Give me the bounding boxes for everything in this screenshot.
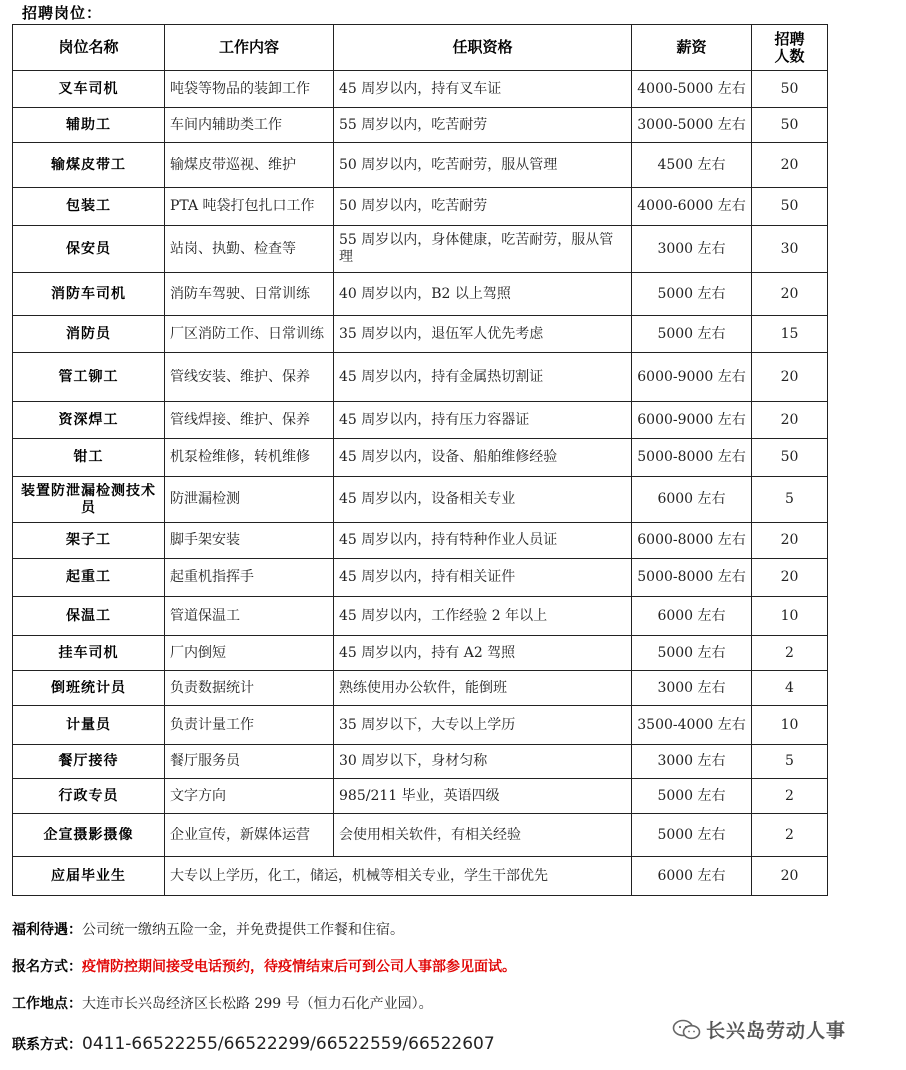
- cell-salary: [632, 353, 752, 402]
- cell-requirement: [334, 745, 632, 779]
- cell-position-text: 挂车司机: [58, 644, 119, 661]
- cell-content-text: 输煤皮带巡视、维护: [170, 156, 296, 173]
- cell-requirement: [334, 706, 632, 745]
- cell-salary: [632, 745, 752, 779]
- cell-content-text: 机泵检维修，转机维修: [170, 449, 310, 465]
- cell-content-text: 负责计量工作: [170, 716, 254, 733]
- cell-count: [752, 226, 828, 273]
- cell-count-text: 4: [785, 679, 794, 696]
- cell-position: [13, 439, 165, 477]
- cell-salary-text: 4000-5000 左右: [637, 80, 746, 97]
- cell-position: [13, 706, 165, 745]
- cell-salary: [632, 143, 752, 188]
- cell-position-text: 钳工: [73, 449, 104, 465]
- cell-salary-text: 6000-9000 左右: [637, 368, 746, 385]
- header-salary: 薪资: [632, 25, 752, 71]
- cell-salary-text: 5000 左右: [657, 285, 726, 302]
- cell-count: [752, 779, 828, 814]
- cell-content: [165, 597, 334, 636]
- table-row: [13, 108, 828, 143]
- cell-requirement-text: 55 周岁以内，吃苦耐劳: [339, 116, 488, 133]
- cell-salary: [632, 814, 752, 857]
- cell-content-text: 餐厅服务员: [170, 753, 240, 769]
- cell-position: [13, 597, 165, 636]
- cell-content: [165, 745, 334, 779]
- cell-position: [13, 636, 165, 671]
- cell-salary-text: 6000-8000 左右: [637, 532, 746, 548]
- cell-position-text: 企宣摄影摄像: [43, 826, 134, 843]
- table-row: [13, 226, 828, 273]
- table-row: [13, 597, 828, 636]
- cell-count: [752, 477, 828, 523]
- cell-requirement: [334, 188, 632, 226]
- cell-position: [13, 402, 165, 439]
- cell-count: [752, 402, 828, 439]
- cell-content-text: 厂区消防工作、日常训练: [170, 325, 324, 342]
- cell-content: [165, 143, 334, 188]
- cell-count-text: 5: [785, 753, 794, 769]
- cell-position-text: 输煤皮带工: [51, 156, 126, 173]
- cell-count: [752, 523, 828, 559]
- cell-count: [752, 706, 828, 745]
- cell-salary: [632, 857, 752, 896]
- cell-content-text: 消防车驾驶、日常训练: [170, 285, 310, 302]
- cell-content-text: 防泄漏检测: [170, 491, 240, 507]
- table-row: [13, 402, 828, 439]
- cell-position-text: 计量员: [66, 716, 111, 733]
- cell-position: [13, 814, 165, 857]
- cell-content: [165, 523, 334, 559]
- cell-salary-text: 6000 左右: [657, 867, 726, 884]
- cell-requirement: [334, 402, 632, 439]
- cell-count: [752, 108, 828, 143]
- cell-salary: [632, 273, 752, 316]
- benefits-value: 公司统一缴纳五险一金，并免费提供工作餐和住宿。: [82, 922, 404, 938]
- cell-count: [752, 273, 828, 316]
- cell-content: [165, 779, 334, 814]
- cell-count-text: 5: [785, 491, 794, 507]
- table-row: [13, 814, 828, 857]
- cell-requirement-text: 30 周岁以下，身材匀称: [339, 753, 488, 769]
- cell-count-text: 10: [780, 716, 799, 733]
- cell-content-text: 车间内辅助类工作: [170, 116, 282, 133]
- cell-requirement-text: 40 周岁以内，B2 以上驾照: [339, 285, 511, 302]
- cell-content-text: 文字方向: [170, 787, 226, 804]
- cell-position-text: 应届毕业生: [51, 867, 126, 884]
- cell-position-text: 包装工: [66, 198, 111, 214]
- table-row: [13, 188, 828, 226]
- cell-position: [13, 857, 165, 896]
- table-row: [13, 671, 828, 706]
- contact-value: 0411-66522255/66522299/66522559/66522607: [82, 1034, 495, 1054]
- table-row: [13, 779, 828, 814]
- header-requirement: 任职资格: [334, 25, 632, 71]
- cell-count: [752, 353, 828, 402]
- cell-requirement-text: 45 周岁以内，持有压力容器证: [339, 411, 530, 428]
- cell-position-text: 倒班统计员: [51, 679, 126, 696]
- cell-count: [752, 814, 828, 857]
- cell-position-text: 起重工: [66, 569, 111, 585]
- cell-requirement: [334, 477, 632, 523]
- cell-requirement-text: 45 周岁以内，工作经验 2 年以上: [339, 607, 548, 624]
- cell-salary: [632, 779, 752, 814]
- cell-content: [165, 439, 334, 477]
- cell-salary: [632, 439, 752, 477]
- contact-line: [12, 1034, 495, 1054]
- cell-position-text: 叉车司机: [58, 80, 119, 97]
- cell-salary: [632, 188, 752, 226]
- cell-position-text: 保安员: [66, 240, 111, 257]
- cell-content: [165, 477, 334, 523]
- benefits-label: 福利待遇：: [12, 922, 82, 938]
- cell-count-text: 2: [785, 644, 794, 661]
- cell-position-text: 辅助工: [66, 116, 111, 133]
- signup-value: 疫情防控期间接受电话预约，待疫情结束后可到公司人事部参见面试。: [82, 959, 516, 975]
- cell-salary: [632, 636, 752, 671]
- cell-salary: [632, 226, 752, 273]
- cell-salary-text: 3000-5000 左右: [637, 116, 746, 133]
- cell-count-text: 20: [780, 532, 799, 548]
- cell-position: [13, 779, 165, 814]
- cell-requirement-text: 45 周岁以内，持有特种作业人员证: [339, 532, 558, 548]
- cell-salary-text: 5000-8000 左右: [637, 569, 746, 585]
- cell-position: [13, 559, 165, 597]
- cell-position: [13, 188, 165, 226]
- cell-content-text: 起重机指挥手: [170, 569, 254, 585]
- cell-count: [752, 559, 828, 597]
- cell-count-text: 20: [780, 867, 799, 884]
- cell-position: [13, 745, 165, 779]
- cell-content-text: 脚手架安装: [170, 532, 240, 548]
- cell-salary-text: 6000 左右: [657, 491, 726, 507]
- cell-content: [165, 671, 334, 706]
- table-row: [13, 559, 828, 597]
- cell-requirement-text: 985/211 毕业，英语四级: [339, 787, 500, 804]
- cell-content: [165, 402, 334, 439]
- signup-label: 报名方式：: [12, 959, 82, 975]
- cell-content-text: 大专以上学历，化工，储运，机械等相关专业，学生干部优先: [170, 867, 548, 884]
- cell-position: [13, 316, 165, 353]
- cell-requirement-text: 45 周岁以内，持有金属热切割证: [339, 368, 544, 385]
- header-content: 工作内容: [165, 25, 334, 71]
- cell-salary-text: 4000-6000 左右: [637, 198, 746, 214]
- recruitment-table: [12, 24, 828, 896]
- cell-requirement: [334, 143, 632, 188]
- cell-requirement: [334, 779, 632, 814]
- cell-salary-text: 5000-8000 左右: [637, 449, 746, 465]
- cell-content-text: 厂内倒短: [170, 644, 226, 661]
- cell-salary-text: 3500-4000 左右: [637, 716, 746, 733]
- cell-position-text: 行政专员: [58, 787, 119, 804]
- cell-content: [165, 316, 334, 353]
- cell-salary-text: 4500 左右: [657, 156, 726, 173]
- cell-content: [165, 636, 334, 671]
- cell-salary-text: 5000 左右: [657, 325, 726, 342]
- watermark-text: 长兴岛劳动人事: [706, 1020, 847, 1042]
- header-count-label: 招聘人数: [774, 29, 805, 65]
- cell-position: [13, 143, 165, 188]
- table-header-row: [13, 25, 828, 71]
- cell-count-text: 50: [780, 449, 799, 465]
- table-row: [13, 316, 828, 353]
- cell-requirement: [334, 671, 632, 706]
- cell-count-text: 10: [780, 607, 799, 624]
- cell-count-text: 20: [780, 569, 799, 585]
- cell-position: [13, 71, 165, 108]
- cell-position-text: 餐厅接待: [58, 753, 119, 769]
- cell-position: [13, 477, 165, 523]
- address-label: 工作地点：: [12, 996, 82, 1012]
- table-row: [13, 143, 828, 188]
- cell-count-text: 50: [780, 80, 799, 97]
- table-row: [13, 71, 828, 108]
- cell-salary: [632, 402, 752, 439]
- cell-requirement: [334, 523, 632, 559]
- cell-requirement-text: 50 周岁以内，吃苦耐劳，服从管理: [339, 156, 558, 173]
- cell-salary: [632, 71, 752, 108]
- cell-salary-text: 6000-9000 左右: [637, 411, 746, 428]
- cell-requirement: [334, 226, 632, 273]
- cell-count-text: 2: [785, 787, 794, 804]
- cell-salary: [632, 316, 752, 353]
- cell-requirement-text: 45 周岁以内，设备相关专业: [339, 491, 516, 507]
- cell-salary-text: 3000 左右: [657, 240, 726, 257]
- table-row: [13, 353, 828, 402]
- cell-requirement: [334, 439, 632, 477]
- cell-salary-text: 5000 左右: [657, 826, 726, 843]
- table-row: [13, 706, 828, 745]
- cell-content: [165, 71, 334, 108]
- page-heading: 招聘岗位：: [22, 4, 103, 22]
- cell-salary-text: 3000 左右: [657, 753, 726, 769]
- cell-requirement-text: 熟练使用办公软件，能倒班: [339, 679, 507, 696]
- cell-salary: [632, 523, 752, 559]
- watermark: [672, 1016, 846, 1043]
- cell-requirement: [334, 597, 632, 636]
- cell-requirement: [334, 273, 632, 316]
- cell-requirement: [334, 353, 632, 402]
- cell-requirement-text: 45 周岁以内，设备、船舶维修经验: [339, 449, 558, 465]
- cell-content: [165, 226, 334, 273]
- cell-count-text: 15: [780, 325, 799, 342]
- cell-salary-text: 6000 左右: [657, 607, 726, 624]
- benefits-line: [12, 919, 404, 939]
- cell-position-text: 资深焊工: [58, 411, 119, 428]
- cell-position: [13, 273, 165, 316]
- cell-content-text: 站岗、执勤、检查等: [170, 240, 296, 257]
- cell-count: [752, 671, 828, 706]
- cell-content-text: PTA 吨袋打包扎口工作: [170, 198, 315, 214]
- cell-content-text: 管线焊接、维护、保养: [170, 411, 310, 428]
- cell-content: [165, 857, 632, 896]
- cell-content-text: 负责数据统计: [170, 679, 254, 696]
- cell-salary: [632, 477, 752, 523]
- cell-requirement-text: 55 周岁以内，身体健康，吃苦耐劳，服从管理: [339, 232, 614, 265]
- cell-requirement-text: 45 周岁以内，持有相关证件: [339, 569, 516, 585]
- cell-requirement: [334, 559, 632, 597]
- table-row: [13, 636, 828, 671]
- cell-requirement-text: 35 周岁以下，大专以上学历: [339, 716, 516, 733]
- address-line: [12, 993, 433, 1013]
- cell-count-text: 20: [780, 285, 799, 302]
- cell-count: [752, 439, 828, 477]
- cell-count: [752, 597, 828, 636]
- cell-salary-text: 5000 左右: [657, 644, 726, 661]
- cell-requirement-text: 50 周岁以内，吃苦耐劳: [339, 198, 488, 214]
- cell-requirement: [334, 814, 632, 857]
- table-row: [13, 857, 828, 896]
- cell-content: [165, 706, 334, 745]
- cell-count-text: 50: [780, 198, 799, 214]
- cell-salary: [632, 597, 752, 636]
- cell-salary: [632, 108, 752, 143]
- cell-content: [165, 108, 334, 143]
- cell-position: [13, 523, 165, 559]
- cell-salary: [632, 559, 752, 597]
- cell-position-text: 管工铆工: [58, 368, 119, 385]
- cell-content-text: 吨袋等物品的装卸工作: [170, 80, 310, 97]
- cell-count-text: 20: [780, 368, 799, 385]
- cell-count: [752, 636, 828, 671]
- contact-label: 联系方式：: [12, 1037, 82, 1053]
- wechat-icon: [672, 1019, 702, 1041]
- table-row: [13, 477, 828, 523]
- cell-position-text: 架子工: [66, 532, 111, 548]
- cell-requirement: [334, 71, 632, 108]
- cell-content-text: 管道保温工: [170, 607, 240, 624]
- cell-count-text: 20: [780, 411, 799, 428]
- cell-requirement: [334, 108, 632, 143]
- cell-content: [165, 814, 334, 857]
- cell-position-text: 消防员: [66, 325, 111, 342]
- table-row: [13, 439, 828, 477]
- cell-content: [165, 559, 334, 597]
- cell-position-text: 消防车司机: [51, 285, 126, 302]
- cell-count: [752, 857, 828, 896]
- cell-position: [13, 108, 165, 143]
- cell-count-text: 30: [780, 240, 799, 257]
- cell-content: [165, 353, 334, 402]
- cell-position-text: 装置防泄漏检测技术员: [21, 482, 156, 516]
- cell-salary-text: 3000 左右: [657, 679, 726, 696]
- cell-requirement-text: 45 周岁以内，持有叉车证: [339, 80, 502, 97]
- cell-requirement-text: 45 周岁以内，持有 A2 驾照: [339, 644, 516, 661]
- cell-count-text: 2: [785, 826, 794, 843]
- table-row: [13, 523, 828, 559]
- signup-line: [12, 956, 516, 976]
- cell-requirement-text: 会使用相关软件，有相关经验: [339, 826, 521, 843]
- cell-salary: [632, 706, 752, 745]
- cell-count: [752, 316, 828, 353]
- cell-requirement: [334, 636, 632, 671]
- cell-position: [13, 226, 165, 273]
- table-row: [13, 745, 828, 779]
- cell-position: [13, 671, 165, 706]
- cell-content-text: 管线安装、维护、保养: [170, 368, 310, 385]
- cell-count-text: 20: [780, 156, 799, 173]
- cell-count: [752, 188, 828, 226]
- cell-requirement: [334, 316, 632, 353]
- cell-count: [752, 143, 828, 188]
- cell-content: [165, 273, 334, 316]
- cell-salary: [632, 671, 752, 706]
- cell-content: [165, 188, 334, 226]
- address-value: 大连市长兴岛经济区长松路 299 号（恒力石化产业园）。: [82, 996, 433, 1012]
- header-position: 岗位名称: [13, 25, 165, 71]
- cell-position-text: 保温工: [66, 607, 111, 624]
- table-row: [13, 273, 828, 316]
- header-count: [752, 25, 828, 71]
- cell-salary-text: 5000 左右: [657, 787, 726, 804]
- cell-position: [13, 353, 165, 402]
- cell-count-text: 50: [780, 116, 799, 133]
- cell-count: [752, 71, 828, 108]
- cell-count: [752, 745, 828, 779]
- cell-requirement-text: 35 周岁以内，退伍军人优先考虑: [339, 325, 544, 342]
- cell-content-text: 企业宣传，新媒体运营: [170, 826, 310, 843]
